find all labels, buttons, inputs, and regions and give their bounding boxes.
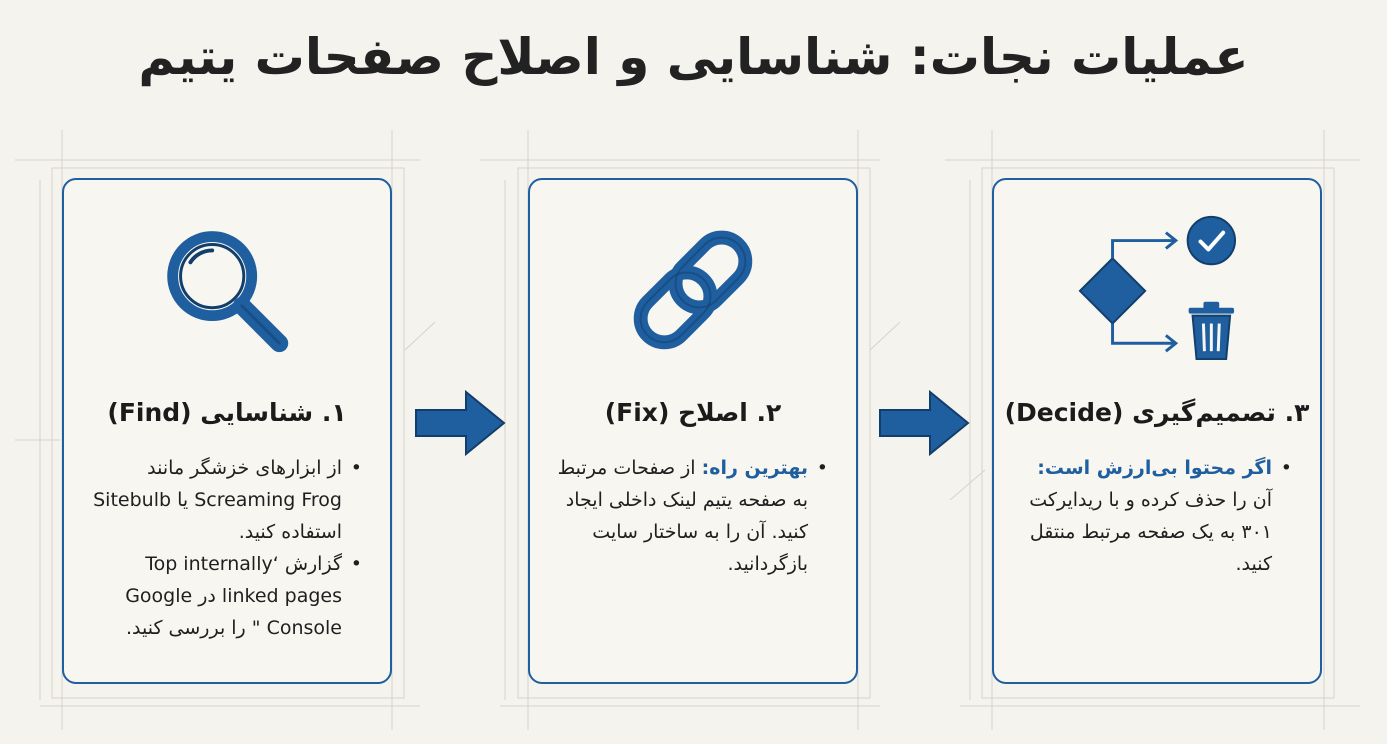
step-title: ۲. اصلاح (Fix) [604,398,782,427]
step-title: ۳. تصمیم‌گیری (Decide) [1004,398,1310,427]
step-card-decide [992,178,1322,684]
step-title: ۱. شناسایی (Find) [107,398,347,427]
page-title: عملیات نجات: شناسایی و اصلاح صفحات یتیم [138,28,1249,86]
step-bullets [556,452,830,580]
step-bullets [1020,452,1294,580]
bullet-text: آن را حذف کرده و با ریدایرکت ۳۰۱ به یک صفحه مرتبط منتقل کنید. [1029,489,1272,575]
bullet-item [556,452,808,580]
arrow-right-icon [878,390,970,456]
bullet-item: • از ابزارهای خزشگر مانند Screaming Frog یا Sitebulb استفاده کنید. [90,452,342,548]
decision-flow-icon [994,210,1320,360]
step-card-find [62,178,392,684]
chain-link-icon [530,210,856,360]
step-bullets [90,452,364,644]
magnifier-icon [64,210,390,360]
step-card-fix [528,178,858,684]
bullet-highlight: بهترین راه: [701,457,808,479]
arrow-right-icon [414,390,506,456]
bullet-item [1020,452,1272,580]
bullet-highlight: اگر محتوا بی‌ارزش است: [1037,457,1272,479]
bullet-text: از صفحات مرتبط به صفحه یتیم لینک داخلی ایجاد کنید. آن را به ساختار سایت بازگردانید. [557,457,808,575]
bullet-item: • گزارش ‘Top internally linked pages در Google Console " را بررسی کنید. [90,548,342,644]
